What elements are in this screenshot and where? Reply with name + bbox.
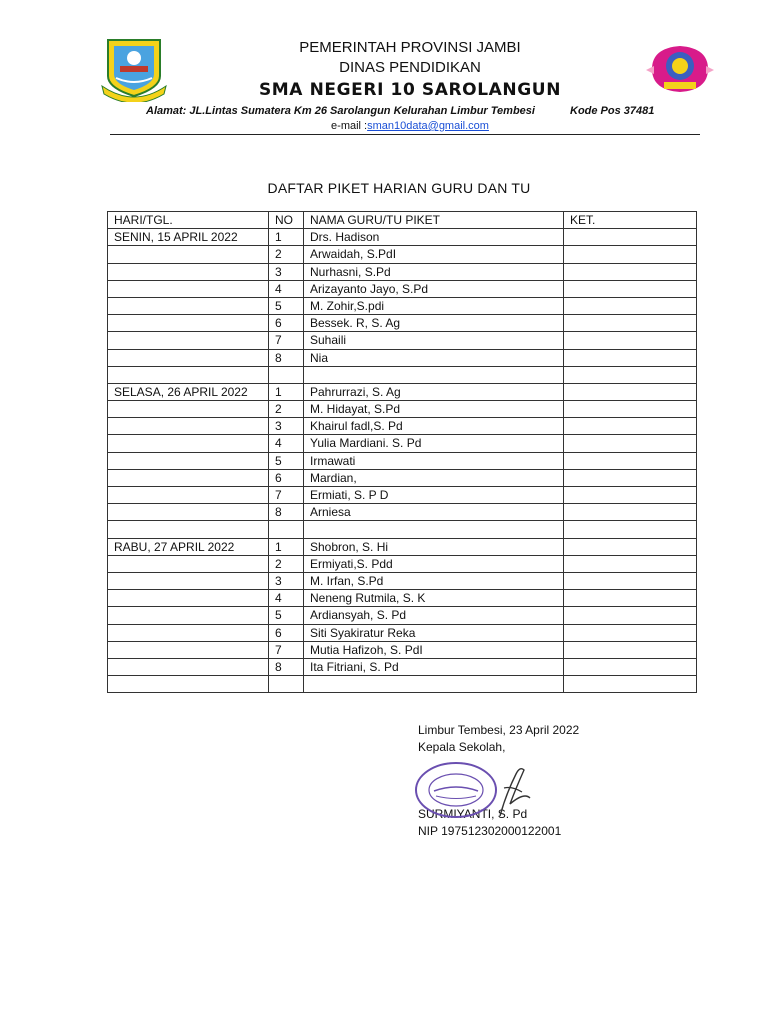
number-cell: 3: [269, 263, 304, 280]
number-cell: 6: [269, 315, 304, 332]
name-cell: Ita Fitriani, S. Pd: [304, 658, 564, 675]
day-cell: [108, 624, 269, 641]
table-row: [108, 555, 697, 572]
place-date: Limbur Tembesi, 23 April 2022: [418, 723, 580, 737]
table-row: [108, 229, 697, 246]
day-cell: [108, 469, 269, 486]
day-cell: [108, 263, 269, 280]
signer-position: Kepala Sekolah,: [418, 740, 506, 754]
blank-cell: [304, 366, 564, 383]
signer-name: SURMIYANTI, S. Pd: [418, 807, 528, 821]
blank-cell: [304, 676, 564, 693]
ket-cell: [564, 504, 697, 521]
number-cell: 4: [269, 435, 304, 452]
table-row: [108, 401, 697, 418]
number-cell: 4: [269, 590, 304, 607]
signer-nip: NIP 197512302000122001: [418, 824, 562, 838]
number-cell: 5: [269, 607, 304, 624]
table-row: [108, 658, 697, 675]
name-cell: Arizayanto Jayo, S.Pd: [304, 280, 564, 297]
table-row: [108, 383, 697, 400]
table-row: [108, 435, 697, 452]
ket-cell: [564, 332, 697, 349]
number-cell: 8: [269, 504, 304, 521]
day-cell: [108, 280, 269, 297]
day-cell: [108, 572, 269, 589]
number-cell: 5: [269, 297, 304, 314]
ket-cell: [564, 658, 697, 675]
ket-cell: [564, 315, 697, 332]
ket-cell: [564, 246, 697, 263]
blank-cell: [564, 366, 697, 383]
table-row: [108, 487, 697, 504]
blank-cell: [564, 521, 697, 538]
day-cell: [108, 452, 269, 469]
blank-cell: [564, 676, 697, 693]
number-cell: 4: [269, 280, 304, 297]
ket-cell: [564, 555, 697, 572]
letterhead: [170, 38, 650, 102]
table-row: [108, 297, 697, 314]
day-cell: [108, 297, 269, 314]
number-cell: 1: [269, 538, 304, 555]
number-cell: 2: [269, 401, 304, 418]
header-department: DINAS PENDIDIKAN: [339, 59, 481, 76]
number-cell: 1: [269, 383, 304, 400]
day-cell: [108, 246, 269, 263]
header-ket: KET.: [564, 212, 697, 229]
ket-cell: [564, 383, 697, 400]
day-cell: [108, 590, 269, 607]
table-body: [108, 229, 697, 693]
ket-cell: [564, 452, 697, 469]
number-cell: 8: [269, 349, 304, 366]
name-cell: Arwaidah, S.PdI: [304, 246, 564, 263]
day-cell: SENIN, 15 APRIL 2022: [108, 229, 269, 246]
day-cell: [108, 401, 269, 418]
header-no: NO: [269, 212, 304, 229]
jambi-province-emblem: [98, 36, 170, 102]
table-row: [108, 624, 697, 641]
day-cell: [108, 418, 269, 435]
name-cell: Ermiati, S. P D: [304, 487, 564, 504]
ket-cell: [564, 349, 697, 366]
blank-row: [108, 676, 697, 693]
day-cell: [108, 658, 269, 675]
name-cell: Nia: [304, 349, 564, 366]
table-row: [108, 572, 697, 589]
name-cell: Mardian,: [304, 469, 564, 486]
table-row: [108, 246, 697, 263]
address-text: Alamat: JL.Lintas Sumatera Km 26 Sarolangun Kelurahan Limbur Tembesi: [146, 105, 535, 117]
name-cell: Arniesa: [304, 504, 564, 521]
table-row: [108, 332, 697, 349]
name-cell: Pahrurrazi, S. Ag: [304, 383, 564, 400]
ket-cell: [564, 590, 697, 607]
header-day: HARI/TGL.: [108, 212, 269, 229]
number-cell: 3: [269, 572, 304, 589]
day-cell: RABU, 27 APRIL 2022: [108, 538, 269, 555]
name-cell: Suhaili: [304, 332, 564, 349]
name-cell: Ardiansyah, S. Pd: [304, 607, 564, 624]
header-school-name: SMA NEGERI 10 SAROLANGUN: [258, 80, 562, 100]
name-cell: Yulia Mardiani. S. Pd: [304, 435, 564, 452]
name-cell: Neneng Rutmila, S. K: [304, 590, 564, 607]
header-divider: [110, 134, 700, 135]
table-row: [108, 504, 697, 521]
table-row: [108, 452, 697, 469]
table-row: [108, 280, 697, 297]
table-row: [108, 469, 697, 486]
number-cell: 7: [269, 487, 304, 504]
number-cell: 7: [269, 332, 304, 349]
name-cell: Mutia Hafizoh, S. PdI: [304, 641, 564, 658]
address-line: [146, 105, 655, 117]
blank-cell: [269, 521, 304, 538]
day-cell: [108, 555, 269, 572]
table-row: [108, 607, 697, 624]
name-cell: Shobron, S. Hi: [304, 538, 564, 555]
name-cell: Drs. Hadison: [304, 229, 564, 246]
blank-cell: [108, 366, 269, 383]
ket-cell: [564, 607, 697, 624]
table-row: [108, 263, 697, 280]
name-cell: Khairul fadl,S. Pd: [304, 418, 564, 435]
table-row: [108, 641, 697, 658]
day-cell: [108, 641, 269, 658]
blank-cell: [108, 521, 269, 538]
ket-cell: [564, 229, 697, 246]
table-row: [108, 590, 697, 607]
name-cell: Ermiyati,S. Pdd: [304, 555, 564, 572]
number-cell: 5: [269, 452, 304, 469]
name-cell: M. Zohir,S.pdi: [304, 297, 564, 314]
day-cell: [108, 332, 269, 349]
ket-cell: [564, 538, 697, 555]
table-row: [108, 538, 697, 555]
blank-cell: [304, 521, 564, 538]
blank-row: [108, 521, 697, 538]
ket-cell: [564, 418, 697, 435]
table-row: [108, 418, 697, 435]
number-cell: 2: [269, 555, 304, 572]
day-cell: [108, 504, 269, 521]
ket-cell: [564, 263, 697, 280]
document-title: DAFTAR PIKET HARIAN GURU DAN TU: [267, 180, 531, 196]
day-cell: [108, 435, 269, 452]
day-cell: [108, 315, 269, 332]
ket-cell: [564, 401, 697, 418]
official-stamp-signature: [412, 758, 536, 824]
ket-cell: [564, 435, 697, 452]
email-label: e-mail :: [331, 120, 368, 132]
number-cell: 8: [269, 658, 304, 675]
name-cell: Bessek. R, S. Ag: [304, 315, 564, 332]
header-government: PEMERINTAH PROVINSI JAMBI: [299, 39, 521, 56]
blank-cell: [269, 676, 304, 693]
day-cell: [108, 607, 269, 624]
name-cell: Siti Syakiratur Reka: [304, 624, 564, 641]
duty-roster-table: [107, 211, 697, 693]
number-cell: 1: [269, 229, 304, 246]
table-row: [108, 349, 697, 366]
ket-cell: [564, 280, 697, 297]
ket-cell: [564, 469, 697, 486]
blank-cell: [108, 676, 269, 693]
day-cell: [108, 487, 269, 504]
email-line: [0, 120, 768, 132]
number-cell: 2: [269, 246, 304, 263]
table-header-row: [108, 212, 697, 229]
day-cell: [108, 349, 269, 366]
ket-cell: [564, 641, 697, 658]
name-cell: Nurhasni, S.Pd: [304, 263, 564, 280]
ket-cell: [564, 624, 697, 641]
name-cell: M. Hidayat, S.Pd: [304, 401, 564, 418]
header-name: NAMA GURU/TU PIKET: [304, 212, 564, 229]
name-cell: Irmawati: [304, 452, 564, 469]
blank-row: [108, 366, 697, 383]
number-cell: 6: [269, 624, 304, 641]
email-link[interactable]: sman10data@gmail.com: [367, 120, 489, 132]
number-cell: 7: [269, 641, 304, 658]
ket-cell: [564, 487, 697, 504]
ket-cell: [564, 572, 697, 589]
school-badge-emblem: [644, 40, 716, 98]
postal-code: Kode Pos 37481: [570, 105, 655, 117]
table-row: [108, 315, 697, 332]
number-cell: 6: [269, 469, 304, 486]
day-cell: SELASA, 26 APRIL 2022: [108, 383, 269, 400]
blank-cell: [269, 366, 304, 383]
ket-cell: [564, 297, 697, 314]
name-cell: M. Irfan, S.Pd: [304, 572, 564, 589]
number-cell: 3: [269, 418, 304, 435]
